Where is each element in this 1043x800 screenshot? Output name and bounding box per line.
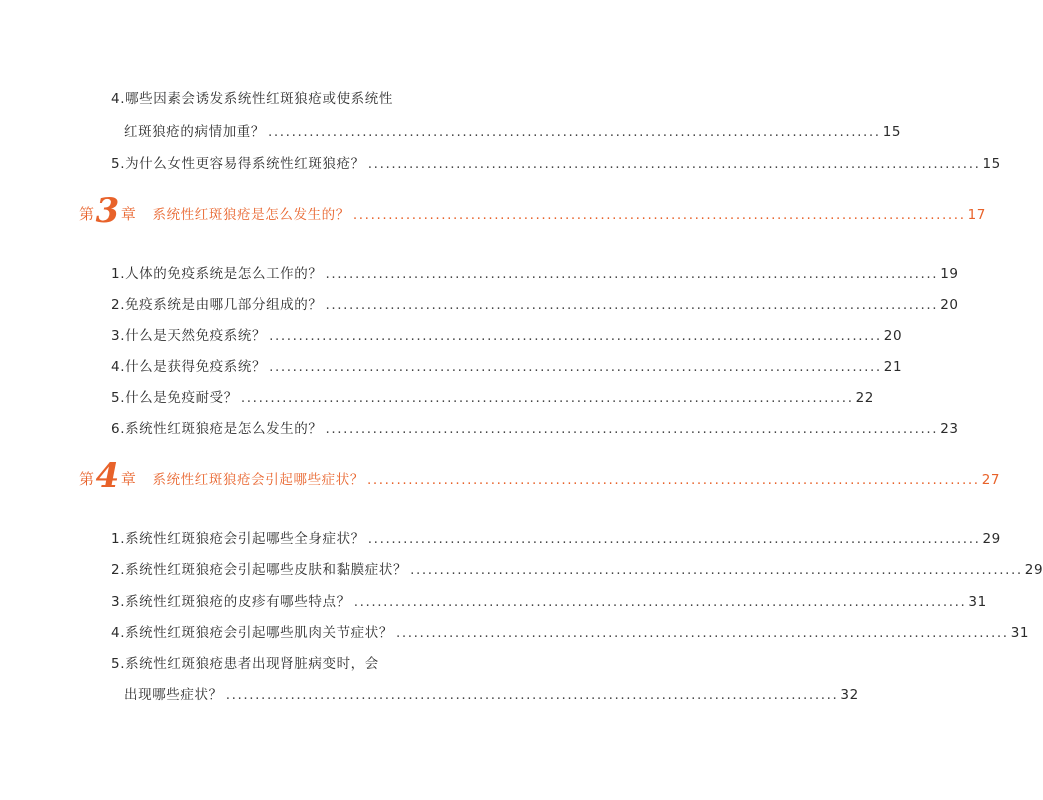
toc-entry-title: 4.什么是获得免疫系统？ xyxy=(111,359,267,375)
toc-entry-title: 2.免疫系统是由哪几部分组成的？ xyxy=(111,297,323,313)
chapter-title: 系统性红斑狼疮是怎么发生的？ xyxy=(152,207,350,223)
leader-dots: ........................................................................................................ xyxy=(268,124,881,140)
toc-entry[interactable] xyxy=(111,87,479,107)
toc-entry[interactable] xyxy=(111,293,959,313)
chapter-number: 4 xyxy=(95,456,120,496)
toc-entry[interactable] xyxy=(111,324,903,344)
chapter-suffix: 章 xyxy=(120,470,137,488)
toc-page-number: 20 xyxy=(883,328,903,344)
toc-page-number: 15 xyxy=(982,156,1001,172)
toc-entry[interactable] xyxy=(111,386,874,406)
chapter-3-heading[interactable] xyxy=(79,191,986,231)
toc-page-number: 15 xyxy=(882,124,902,140)
toc-entry-title: 3.什么是天然免疫系统？ xyxy=(111,328,267,344)
toc-entry[interactable] xyxy=(111,355,903,375)
chapter-page-number: 17 xyxy=(967,207,986,223)
toc-page-number: 29 xyxy=(982,531,1001,547)
chapter-prefix: 第 xyxy=(79,205,95,223)
toc-entry[interactable] xyxy=(111,621,1030,641)
toc-entry[interactable] xyxy=(124,683,859,703)
leader-dots: ........................................................................................................ xyxy=(395,625,1009,641)
chapter-number: 3 xyxy=(95,191,120,231)
toc-entry-title: 6.系统性红斑狼疮是怎么发生的？ xyxy=(111,421,323,437)
toc-page-number: 20 xyxy=(940,297,959,313)
chapter-4-heading[interactable] xyxy=(79,456,1001,496)
toc-entry-title: 4.系统性红斑狼疮会引起哪些肌肉关节症状？ xyxy=(111,625,393,641)
leader-dots: ........................................................................................................ xyxy=(353,594,967,610)
toc-entry-title: 1.系统性红斑狼疮会引起哪些全身症状？ xyxy=(111,531,365,547)
toc-entry-title: 5.什么是免疫耐受？ xyxy=(111,390,238,406)
leader-dots: ........................................................................................................ xyxy=(410,562,1023,578)
leader-dots: ........................................................................................................ xyxy=(352,207,966,223)
chapter-suffix: 章 xyxy=(120,205,137,223)
toc-entry-title: 红斑狼疮的病情加重？ xyxy=(124,124,265,140)
toc-entry[interactable] xyxy=(111,652,479,672)
leader-dots: ........................................................................................................ xyxy=(367,156,981,172)
leader-dots: ........................................................................................................ xyxy=(325,266,939,282)
toc-page-number: 22 xyxy=(855,390,874,406)
toc-entry-title: 出现哪些症状？ xyxy=(124,687,223,703)
toc-entry-title: 4.哪些因素会诱发系统性红斑狼疮或使系统性 xyxy=(111,91,393,107)
leader-dots: ........................................................................................................ xyxy=(269,359,882,375)
leader-dots: ........................................................................................................ xyxy=(366,472,980,488)
leader-dots: ........................................................................................................ xyxy=(225,687,839,703)
toc-page-number: 21 xyxy=(883,359,903,375)
toc-entry[interactable] xyxy=(124,120,902,140)
toc-page-number: 31 xyxy=(968,594,987,610)
toc-entry-title: 3.系统性红斑狼疮的皮疹有哪些特点？ xyxy=(111,594,351,610)
toc-entry-title: 2.系统性红斑狼疮会引起哪些皮肤和黏膜症状？ xyxy=(111,562,408,578)
toc-entry-title: 1.人体的免疫系统是怎么工作的？ xyxy=(111,266,323,282)
leader-dots: ........................................................................................................ xyxy=(325,421,939,437)
leader-dots: ........................................................................................................ xyxy=(240,390,854,406)
toc-page-number: 31 xyxy=(1010,625,1030,641)
toc-entry-title: 5.系统性红斑狼疮患者出现肾脏病变时，会 xyxy=(111,656,379,672)
chapter-prefix: 第 xyxy=(79,470,95,488)
toc-page-number: 23 xyxy=(940,421,959,437)
toc-entry[interactable] xyxy=(111,262,959,282)
toc-page-number: 19 xyxy=(940,266,959,282)
leader-dots: ........................................................................................................ xyxy=(367,531,981,547)
toc-entry[interactable] xyxy=(111,590,987,610)
toc-entry-title: 5.为什么女性更容易得系统性红斑狼疮？ xyxy=(111,156,365,172)
toc-page-number: 32 xyxy=(840,687,859,703)
toc-page-number: 29 xyxy=(1024,562,1043,578)
chapter-page-number: 27 xyxy=(981,472,1001,488)
toc-entry[interactable] xyxy=(111,417,959,437)
leader-dots: ........................................................................................................ xyxy=(269,328,882,344)
toc-entry[interactable] xyxy=(111,558,1043,578)
leader-dots: ........................................................................................................ xyxy=(325,297,939,313)
toc-entry[interactable] xyxy=(111,152,1001,172)
chapter-title: 系统性红斑狼疮会引起哪些症状？ xyxy=(152,472,364,488)
toc-entry[interactable] xyxy=(111,527,1001,547)
